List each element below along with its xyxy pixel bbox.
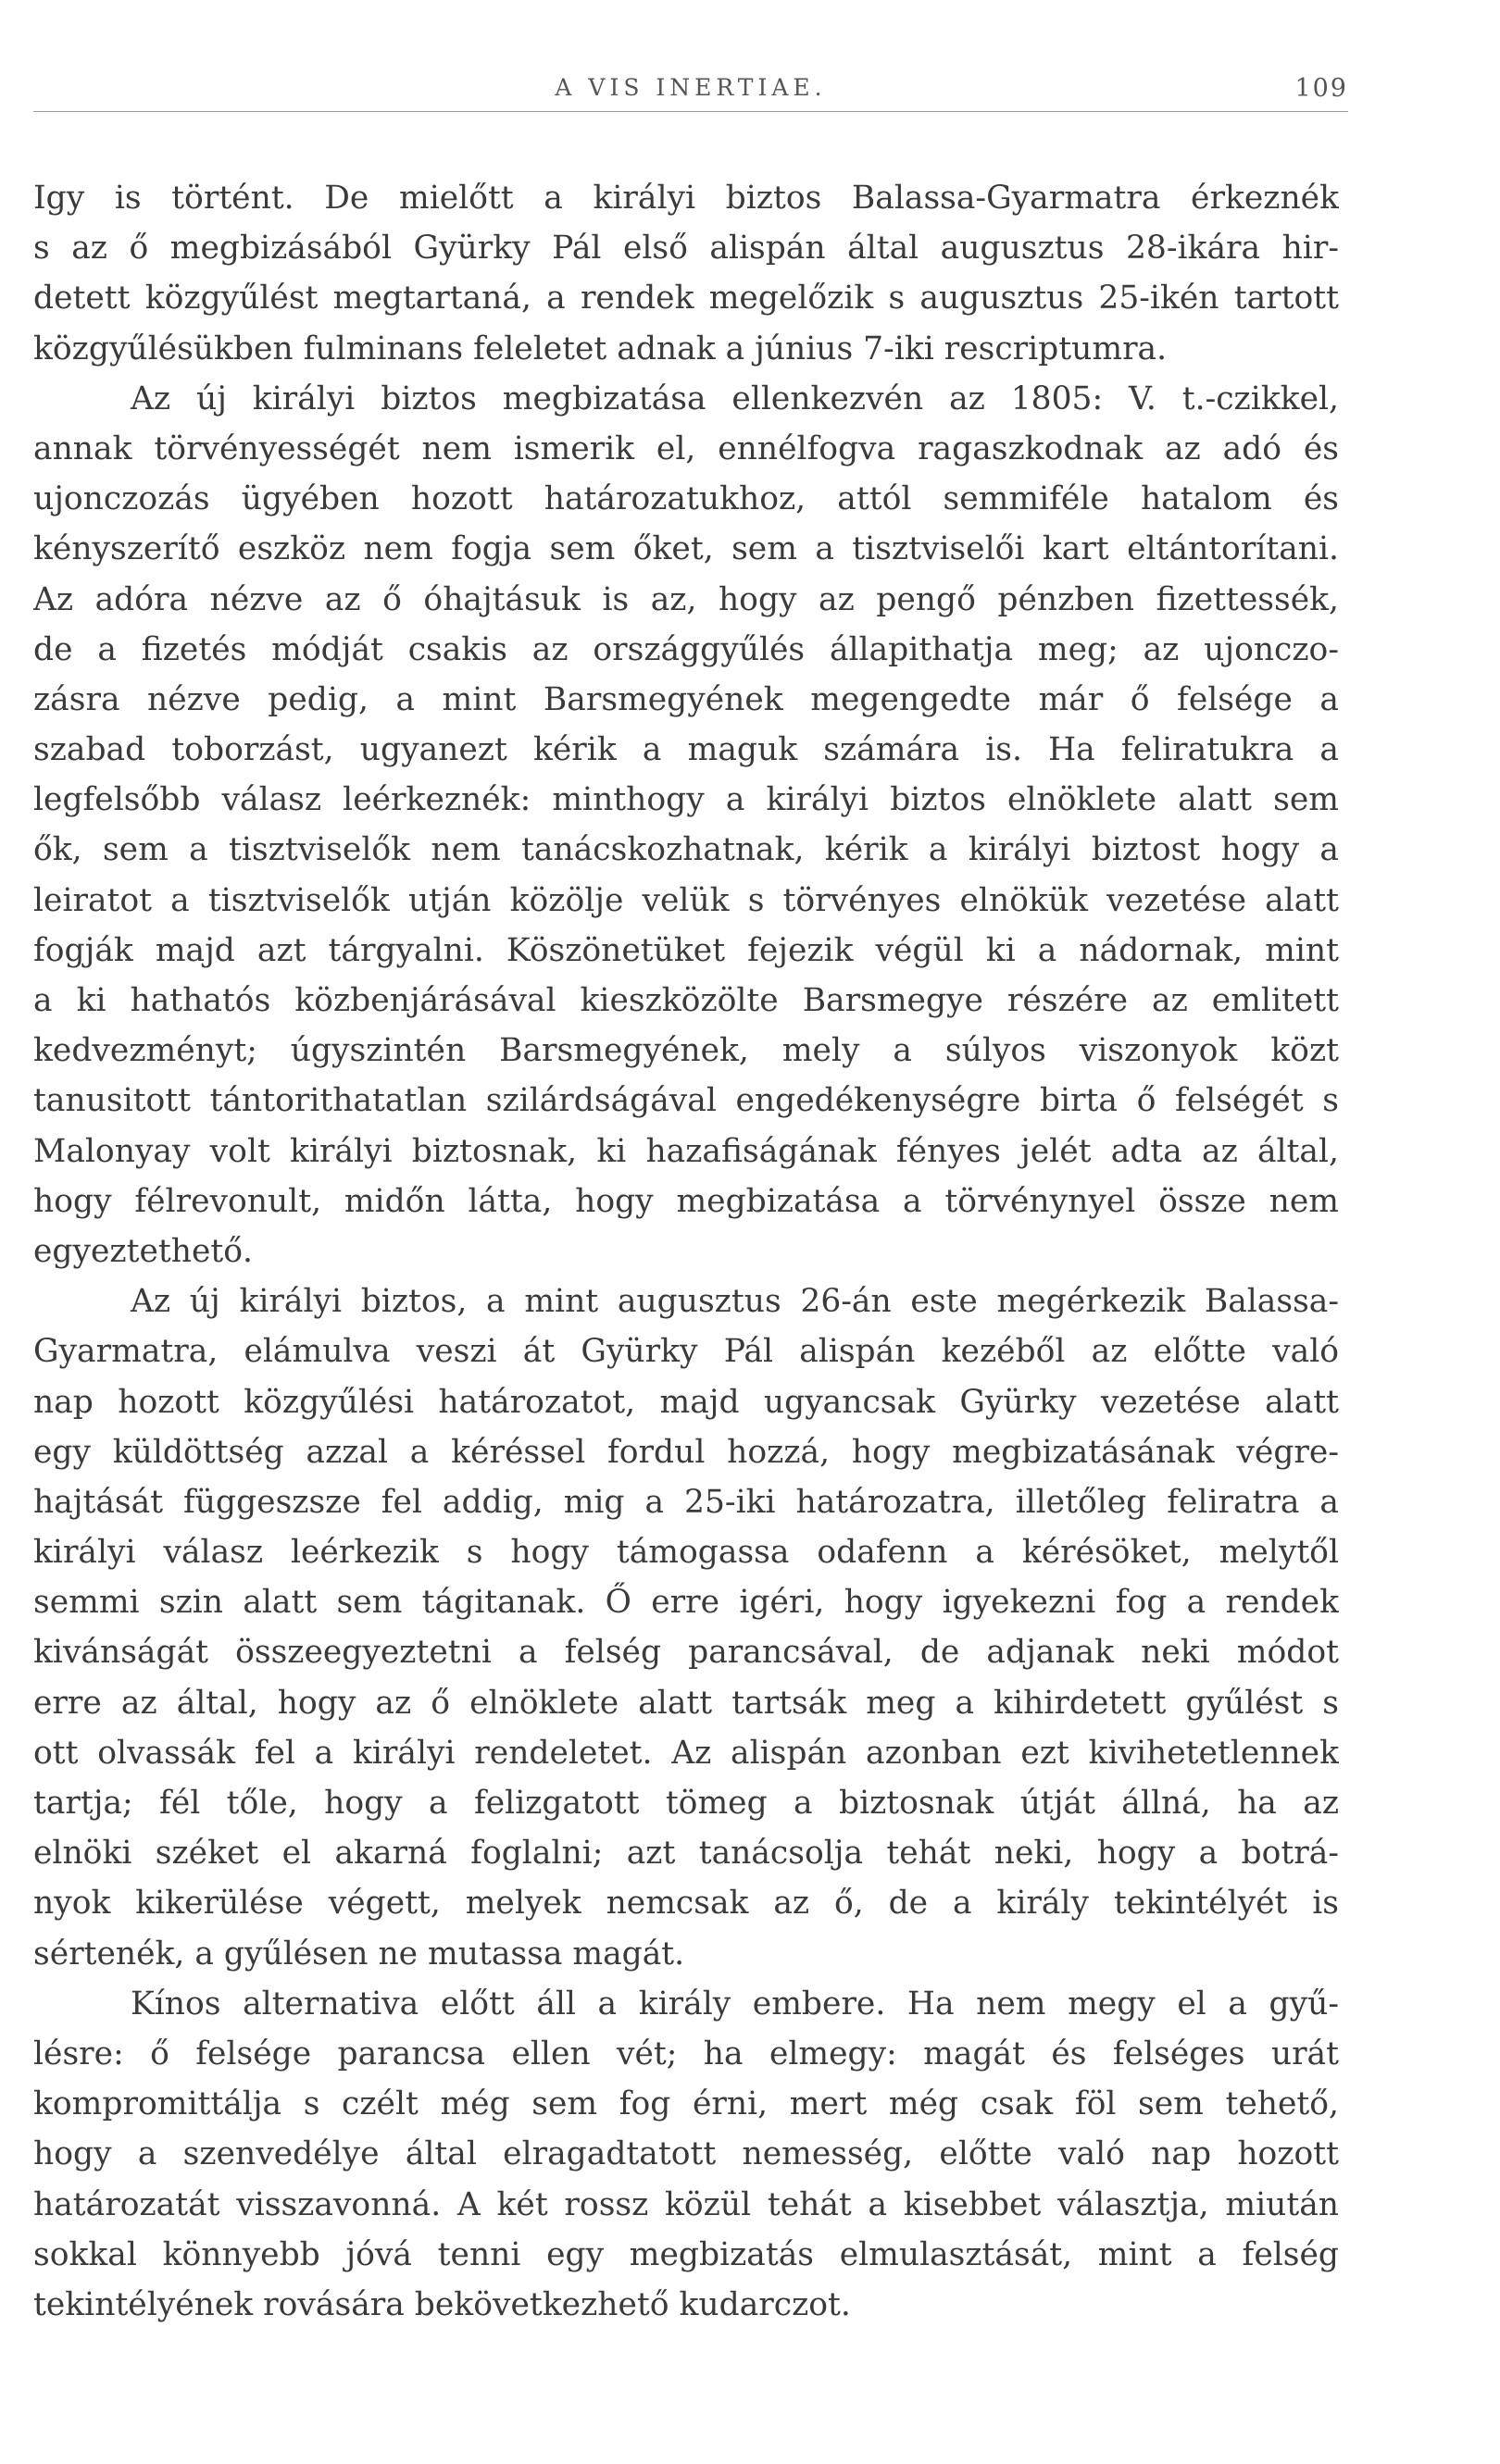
text-line: ujonczozás ügyében hozott határozatukhoz, attól semmiféle hatalom és	[33, 480, 1339, 518]
text-line: semmi szin alatt sem tágitanak. Ő erre igéri, hogy igyekezni fog a rendek	[33, 1584, 1339, 1622]
text-line: detett közgyűlést megtartaná, a rendek megelőzik s augusztus 25-ikén tartott	[33, 280, 1339, 317]
text-line: legfelsőbb válasz leérkeznék: minthogy a királyi biztos elnöklete alatt sem	[33, 781, 1339, 819]
text-line: királyi válasz leérkezik s hogy támogassa odafenn a kérésöket, melytől	[33, 1534, 1339, 1572]
text-line: nap hozott közgyűlési határozatot, majd ugyancsak Gyürky vezetése alatt	[33, 1383, 1339, 1421]
text-line: fogják majd azt tárgyalni. Köszönetüket fejezik végül ki a nádornak, mint	[33, 931, 1339, 969]
text-line: Malonyay volt királyi biztosnak, ki hazafiságának fényes jelét adta az által,	[33, 1132, 1339, 1170]
paragraph	[33, 1276, 1339, 1979]
text-line: hogy félrevonult, midőn látta, hogy megbizatása a törvénynyel össze nem	[33, 1182, 1339, 1220]
text-line: Kínos alternativa előtt áll a király embere. Ha nem megy el a gyű-	[131, 1985, 1339, 2022]
text-line: Az új királyi biztos megbizatása ellenkezvén az 1805: V. t.-czikkel,	[131, 380, 1339, 417]
text-line: közgyűlésükben fulminans feleletet adnak a június 7-iki rescriptumra.	[33, 330, 1168, 367]
text-line: kényszerítő eszköz nem fogja sem őket, sem a tisztviselői kart eltántorítani.	[33, 530, 1339, 568]
text-line: elnöki széket el akarná foglalni; azt tanácsolja tehát neki, hogy a botrá-	[33, 1835, 1339, 1873]
text-line: s az ő megbizásából Gyürky Pál első alispán által augusztus 28-ikára hir-	[33, 230, 1339, 268]
text-line: tartja; fél tőle, hogy a felizgatott tömeg a biztosnak útját állná, ha az	[33, 1785, 1339, 1822]
paragraph	[33, 374, 1339, 1276]
text-line: szabad toborzást, ugyanezt kérik a maguk számára is. Ha feliratukra a	[33, 731, 1339, 769]
paragraph	[33, 173, 1339, 374]
text-line: sokkal könnyebb jóvá tenni egy megbizatás elmulasztását, mint a felség	[33, 2235, 1339, 2273]
body-text	[33, 173, 1339, 2330]
text-line: a ki hathatós közbenjárásával kieszközölte Barsmegye részére az emlitett	[33, 982, 1339, 1019]
text-line: ott olvassák fel a királyi rendeletet. Az alispán azonban ezt kivihetetlennek	[33, 1734, 1339, 1772]
text-line: ők, sem a tisztviselők nem tanácskozhatnak, kérik a királyi biztost hogy a	[33, 831, 1339, 869]
text-line: annak törvényességét nem ismerik el, ennélfogva ragaszkodnak az adó és	[33, 429, 1339, 467]
page-header	[33, 74, 1348, 120]
header-rule	[33, 111, 1348, 112]
text-line: nyok kikerülése végett, melyek nemcsak az ő, de a király tekintélyét is	[33, 1885, 1339, 1923]
text-line: sértenék, a gyűlésen ne mutassa magát.	[33, 1935, 685, 1972]
text-line: kivánságát összeegyeztetni a felség parancsával, de adjanak neki módot	[33, 1634, 1339, 1672]
paragraph	[33, 1979, 1339, 2330]
text-line: de a fizetés módját csakis az országgyűlés állapithatja meg; az ujonczo-	[33, 630, 1339, 668]
text-line: egy küldöttség azzal a kéréssel fordul hozzá, hogy megbizatásának végre-	[33, 1433, 1339, 1471]
text-line: Igy is történt. De mielőtt a királyi biztos Balassa-Gyarmatra érkeznék	[33, 180, 1339, 217]
text-line: tanusitott tántorithatatlan szilárdságával engedékenységre birta ő felségét s	[33, 1082, 1339, 1120]
text-line: tekintélyének rovására bekövetkezhető kudarczot.	[33, 2285, 851, 2323]
text-line: erre az által, hogy az ő elnöklete alatt tartsák meg a kihirdetett gyűlést s	[33, 1684, 1339, 1722]
text-line: egyeztethető.	[33, 1232, 253, 1270]
text-line: Az új királyi biztos, a mint augusztus 26-án este megérkezik Balassa-	[131, 1283, 1339, 1321]
text-line: hogy a szenvedélye által elragadtatott nemesség, előtte való nap hozott	[33, 2135, 1339, 2173]
text-line: kompromittálja s czélt még sem fog érni, mert még csak föl sem tehető,	[33, 2085, 1339, 2123]
text-line: határozatát visszavonná. A két rossz közül tehát a kisebbet választja, miután	[33, 2185, 1339, 2223]
text-line: leiratot a tisztviselők utján közölje velük s törvényes elnökük vezetése alatt	[33, 881, 1339, 919]
text-line: Az adóra nézve az ő óhajtásuk is az, hogy az pengő pénzben fizettessék,	[33, 580, 1339, 618]
text-line: lésre: ő felsége parancsa ellen vét; ha elmegy: magát és felséges urát	[33, 2035, 1339, 2072]
text-line: Gyarmatra, elámulva veszi át Gyürky Pál alispán kezéből az előtte való	[33, 1333, 1339, 1371]
text-line: zásra nézve pedig, a mint Barsmegyének megengedte már ő felsége a	[33, 680, 1339, 718]
running-title: A VIS INERTIAE.	[555, 74, 827, 101]
text-line: hajtását függeszsze fel addig, mig a 25-iki határozatra, illetőleg feliratra a	[33, 1483, 1339, 1521]
page-number: 109	[1294, 74, 1348, 103]
text-line: kedvezményt; úgyszintén Barsmegyének, mely a súlyos viszonyok közt	[33, 1032, 1339, 1070]
